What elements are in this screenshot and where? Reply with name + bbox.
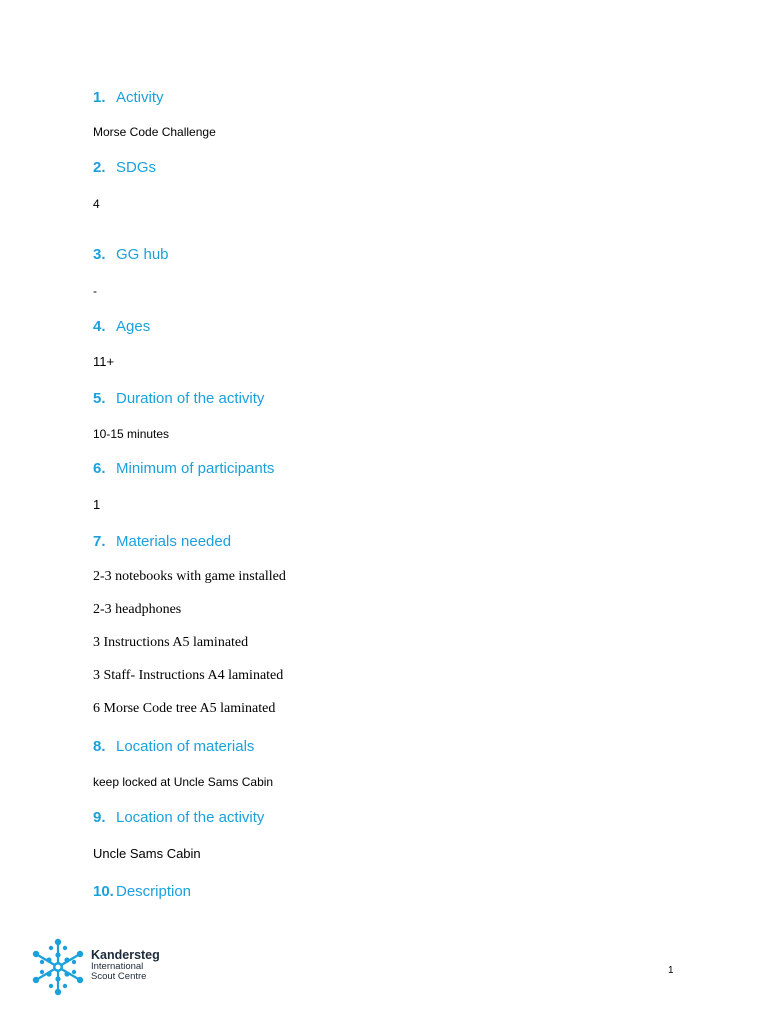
material-item: 3 Instructions A5 laminated bbox=[93, 635, 249, 650]
heading-description bbox=[93, 883, 191, 901]
heading-title: Location of the activity bbox=[116, 809, 265, 826]
heading-number: 10. bbox=[93, 883, 114, 900]
heading-number: 5. bbox=[93, 390, 106, 407]
heading-minimum-participants bbox=[93, 460, 274, 478]
gg-hub-value: - bbox=[93, 284, 97, 298]
minimum-participants-value: 1 bbox=[93, 497, 101, 512]
heading-number: 1. bbox=[93, 89, 106, 106]
heading-sdgs bbox=[93, 159, 156, 177]
location-activity-value: Uncle Sams Cabin bbox=[93, 846, 201, 861]
heading-number: 2. bbox=[93, 159, 106, 176]
ages-value: 11+ bbox=[93, 354, 115, 369]
heading-ages bbox=[93, 318, 150, 336]
material-item: 3 Staff- Instructions A4 laminated bbox=[93, 668, 284, 683]
heading-number: 3. bbox=[93, 246, 106, 263]
heading-title: Materials needed bbox=[116, 533, 232, 550]
activity-value: Morse Code Challenge bbox=[93, 125, 216, 139]
logo-name: Kandersteg bbox=[91, 948, 160, 962]
heading-number: 9. bbox=[93, 809, 106, 826]
heading-title: Duration of the activity bbox=[116, 390, 265, 407]
heading-number: 8. bbox=[93, 738, 106, 755]
heading-number: 7. bbox=[93, 533, 106, 550]
snowflake-icon bbox=[29, 936, 87, 998]
kandersteg-logo bbox=[29, 936, 179, 998]
logo-text bbox=[91, 948, 160, 982]
heading-materials bbox=[93, 533, 231, 551]
material-item: 2-3 notebooks with game installed bbox=[93, 569, 286, 584]
heading-title: GG hub bbox=[116, 246, 169, 263]
heading-number: 4. bbox=[93, 318, 106, 335]
material-item: 2-3 headphones bbox=[93, 602, 182, 617]
heading-title: Minimum of participants bbox=[116, 460, 275, 477]
heading-title: Description bbox=[116, 883, 192, 900]
duration-value: 10-15 minutes bbox=[93, 427, 170, 441]
heading-location-materials bbox=[93, 738, 254, 756]
material-item: 6 Morse Code tree A5 laminated bbox=[93, 701, 276, 716]
heading-duration bbox=[93, 390, 264, 408]
heading-title: SDGs bbox=[116, 159, 157, 176]
logo-line-international: International bbox=[91, 961, 144, 972]
heading-title: Ages bbox=[116, 318, 151, 335]
heading-activity bbox=[93, 89, 164, 107]
heading-title: Activity bbox=[116, 89, 164, 106]
sdgs-value: 4 bbox=[93, 197, 100, 211]
heading-gg-hub bbox=[93, 246, 169, 264]
heading-title: Location of materials bbox=[116, 738, 255, 755]
heading-number: 6. bbox=[93, 460, 106, 477]
heading-location-activity bbox=[93, 809, 264, 827]
page-number: 1 bbox=[668, 965, 674, 976]
logo-line-scout-centre: Scout Centre bbox=[91, 971, 147, 982]
location-materials-value: keep locked at Uncle Sams Cabin bbox=[93, 775, 274, 789]
